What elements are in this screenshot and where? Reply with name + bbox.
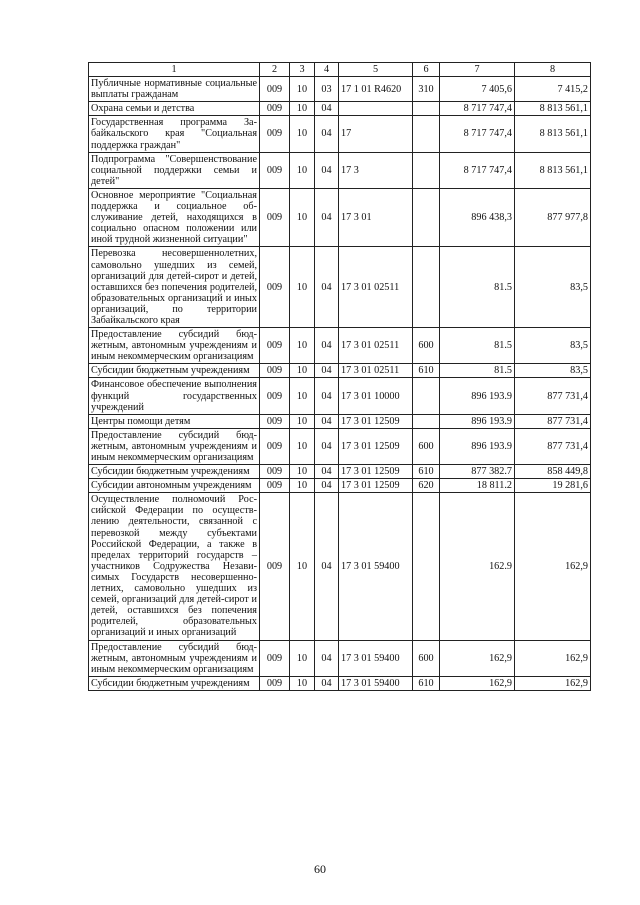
- expense-type-cell: 600: [413, 428, 440, 464]
- table-row: [89, 414, 591, 428]
- table-row: [89, 465, 591, 479]
- header-cell: 2: [260, 63, 290, 77]
- gov-code-cell: 009: [260, 188, 290, 246]
- target-article-cell: 17 3 01 12509: [339, 428, 413, 464]
- target-article-cell: 17 3 01 12509: [339, 465, 413, 479]
- gov-code-cell: 009: [260, 414, 290, 428]
- row-name-cell: Субсидии бюджетным учреждениям: [89, 465, 260, 479]
- gov-code-cell: 009: [260, 479, 290, 493]
- amount-year-2-cell: 877 731,4: [515, 428, 591, 464]
- target-article-cell: 17: [339, 116, 413, 152]
- row-name-cell: Предоставление субсидий бюджетным, автономным учреждениям и иным некоммерческим организациям: [89, 428, 260, 464]
- subsection-code-cell: 04: [315, 102, 339, 116]
- amount-year-2-cell: 8 813 561,1: [515, 152, 591, 188]
- target-article-cell: 17 1 01 R4620: [339, 77, 413, 102]
- gov-code-cell: 009: [260, 676, 290, 690]
- amount-year-2-cell: 877 731,4: [515, 378, 591, 414]
- amount-year-2-cell: 877 731,4: [515, 414, 591, 428]
- row-name-cell: Предоставление субсидий бюджетным, автономным учреждениям и иным некоммерческим организациям: [89, 328, 260, 364]
- target-article-cell: 17 3 01 10000: [339, 378, 413, 414]
- document-page: [88, 62, 590, 691]
- row-name-cell: Субсидии бюджетным учреждениям: [89, 364, 260, 378]
- row-name-cell: Охрана семьи и детства: [89, 102, 260, 116]
- header-cell: 7: [440, 63, 515, 77]
- header-cell: 6: [413, 63, 440, 77]
- expense-type-cell: 310: [413, 77, 440, 102]
- amount-year-2-cell: 8 813 561,1: [515, 102, 591, 116]
- section-code-cell: 10: [290, 247, 315, 328]
- subsection-code-cell: 04: [315, 247, 339, 328]
- row-name-cell: Субсидии бюджетным учреждениям: [89, 676, 260, 690]
- page-number: 60: [314, 862, 326, 876]
- header-row: [89, 63, 591, 77]
- gov-code-cell: 009: [260, 493, 290, 640]
- subsection-code-cell: 04: [315, 640, 339, 676]
- row-name-cell: Государственная программа Забайкальского края "Социальная поддержка граждан": [89, 116, 260, 152]
- subsection-code-cell: 04: [315, 364, 339, 378]
- section-code-cell: 10: [290, 414, 315, 428]
- expense-type-cell: [413, 102, 440, 116]
- subsection-code-cell: 04: [315, 116, 339, 152]
- amount-year-2-cell: 858 449,8: [515, 465, 591, 479]
- amount-year-1-cell: 18 811.2: [440, 479, 515, 493]
- amount-year-2-cell: 7 415,2: [515, 77, 591, 102]
- amount-year-1-cell: 896 193.9: [440, 378, 515, 414]
- header-cell: 8: [515, 63, 591, 77]
- table-row: [89, 378, 591, 414]
- expense-type-cell: [413, 247, 440, 328]
- subsection-code-cell: 03: [315, 77, 339, 102]
- amount-year-1-cell: 8 717 747,4: [440, 116, 515, 152]
- row-name-cell: Центры помощи детям: [89, 414, 260, 428]
- amount-year-1-cell: 8 717 747,4: [440, 152, 515, 188]
- gov-code-cell: 009: [260, 247, 290, 328]
- section-code-cell: 10: [290, 364, 315, 378]
- row-name-cell: Предоставление субсидий бюджетным, автономным учреждениям и иным некоммерческим организациям: [89, 640, 260, 676]
- gov-code-cell: 009: [260, 328, 290, 364]
- target-article-cell: 17 3 01 02511: [339, 328, 413, 364]
- expense-type-cell: [413, 188, 440, 246]
- amount-year-2-cell: 162,9: [515, 676, 591, 690]
- amount-year-1-cell: 877 382.7: [440, 465, 515, 479]
- expense-type-cell: 610: [413, 676, 440, 690]
- section-code-cell: 10: [290, 378, 315, 414]
- expense-type-cell: [413, 152, 440, 188]
- table-row: [89, 640, 591, 676]
- target-article-cell: 17 3: [339, 152, 413, 188]
- table-row: [89, 247, 591, 328]
- table-row: [89, 116, 591, 152]
- expense-type-cell: 610: [413, 364, 440, 378]
- table-row: [89, 479, 591, 493]
- section-code-cell: 10: [290, 102, 315, 116]
- row-name-cell: Публичные нормативные социальные выплаты гражданам: [89, 77, 260, 102]
- section-code-cell: 10: [290, 676, 315, 690]
- header-cell: 1: [89, 63, 260, 77]
- section-code-cell: 10: [290, 77, 315, 102]
- subsection-code-cell: 04: [315, 479, 339, 493]
- subsection-code-cell: 04: [315, 428, 339, 464]
- amount-year-2-cell: 83,5: [515, 364, 591, 378]
- subsection-code-cell: 04: [315, 414, 339, 428]
- table-row: [89, 364, 591, 378]
- amount-year-2-cell: 83,5: [515, 247, 591, 328]
- expense-type-cell: 600: [413, 640, 440, 676]
- budget-table: [88, 62, 591, 691]
- expense-type-cell: [413, 378, 440, 414]
- target-article-cell: [339, 102, 413, 116]
- amount-year-1-cell: 896 438,3: [440, 188, 515, 246]
- row-name-cell: Перевозка несовершеннолетних, самовольно ушедших из семей, организаций для детей-сирот и детей, оставшихся без попечения родителей, образовательных организаций и иных организаций, по территории Забайкальского края: [89, 247, 260, 328]
- gov-code-cell: 009: [260, 77, 290, 102]
- section-code-cell: 10: [290, 493, 315, 640]
- gov-code-cell: 009: [260, 102, 290, 116]
- amount-year-2-cell: 162,9: [515, 640, 591, 676]
- amount-year-1-cell: 81.5: [440, 328, 515, 364]
- header-cell: 4: [315, 63, 339, 77]
- table-row: [89, 428, 591, 464]
- table-row: [89, 77, 591, 102]
- target-article-cell: 17 3 01 59400: [339, 493, 413, 640]
- table-row: [89, 152, 591, 188]
- row-name-cell: Подпрограмма "Совершенствование социальной поддержки семьи и детей": [89, 152, 260, 188]
- section-code-cell: 10: [290, 188, 315, 246]
- section-code-cell: 10: [290, 479, 315, 493]
- table-row: [89, 328, 591, 364]
- table-row: [89, 676, 591, 690]
- amount-year-1-cell: 162,9: [440, 640, 515, 676]
- section-code-cell: 10: [290, 152, 315, 188]
- amount-year-1-cell: 896 193.9: [440, 414, 515, 428]
- gov-code-cell: 009: [260, 428, 290, 464]
- header-cell: 5: [339, 63, 413, 77]
- table-row: [89, 493, 591, 640]
- target-article-cell: 17 3 01 12509: [339, 479, 413, 493]
- amount-year-1-cell: 81.5: [440, 247, 515, 328]
- gov-code-cell: 009: [260, 465, 290, 479]
- gov-code-cell: 009: [260, 378, 290, 414]
- section-code-cell: 10: [290, 428, 315, 464]
- target-article-cell: 17 3 01 02511: [339, 364, 413, 378]
- section-code-cell: 10: [290, 328, 315, 364]
- target-article-cell: 17 3 01 59400: [339, 640, 413, 676]
- row-name-cell: Субсидии автономным учреждениям: [89, 479, 260, 493]
- gov-code-cell: 009: [260, 364, 290, 378]
- header-cell: 3: [290, 63, 315, 77]
- amount-year-2-cell: 83,5: [515, 328, 591, 364]
- amount-year-1-cell: 896 193.9: [440, 428, 515, 464]
- amount-year-2-cell: 8 813 561,1: [515, 116, 591, 152]
- section-code-cell: 10: [290, 465, 315, 479]
- gov-code-cell: 009: [260, 640, 290, 676]
- expense-type-cell: 620: [413, 479, 440, 493]
- amount-year-2-cell: 877 977,8: [515, 188, 591, 246]
- subsection-code-cell: 04: [315, 152, 339, 188]
- table-row: [89, 102, 591, 116]
- expense-type-cell: [413, 493, 440, 640]
- target-article-cell: 17 3 01: [339, 188, 413, 246]
- subsection-code-cell: 04: [315, 493, 339, 640]
- amount-year-1-cell: 7 405,6: [440, 77, 515, 102]
- amount-year-1-cell: 81.5: [440, 364, 515, 378]
- subsection-code-cell: 04: [315, 188, 339, 246]
- target-article-cell: 17 3 01 12509: [339, 414, 413, 428]
- row-name-cell: Финансовое обеспечение выполнения функций государственных учреждений: [89, 378, 260, 414]
- expense-type-cell: 610: [413, 465, 440, 479]
- section-code-cell: 10: [290, 116, 315, 152]
- subsection-code-cell: 04: [315, 465, 339, 479]
- amount-year-2-cell: 19 281,6: [515, 479, 591, 493]
- amount-year-2-cell: 162,9: [515, 493, 591, 640]
- amount-year-1-cell: 162.9: [440, 493, 515, 640]
- expense-type-cell: 600: [413, 328, 440, 364]
- subsection-code-cell: 04: [315, 328, 339, 364]
- gov-code-cell: 009: [260, 152, 290, 188]
- target-article-cell: 17 3 01 02511: [339, 247, 413, 328]
- target-article-cell: 17 3 01 59400: [339, 676, 413, 690]
- amount-year-1-cell: 8 717 747,4: [440, 102, 515, 116]
- subsection-code-cell: 04: [315, 676, 339, 690]
- table-row: [89, 188, 591, 246]
- section-code-cell: 10: [290, 640, 315, 676]
- expense-type-cell: [413, 116, 440, 152]
- row-name-cell: Осуществление полномочий Российской Федерации по осуществлению деятельности, связанной с перевозкой между субъектами Российской Федерации, а также в пределах территорий государств – участников Содружества Независимых Государств несовершеннолетних, самовольно ушедших из семей, организаций для детей-сирот и детей, оставшихся без попечения родителей, образовательных организаций и иных организаций: [89, 493, 260, 640]
- expense-type-cell: [413, 414, 440, 428]
- gov-code-cell: 009: [260, 116, 290, 152]
- amount-year-1-cell: 162,9: [440, 676, 515, 690]
- row-name-cell: Основное мероприятие "Социальная поддержка и социальное обслуживание детей, находящихся в социально опасном положении или иной трудной жизненной ситуации": [89, 188, 260, 246]
- subsection-code-cell: 04: [315, 378, 339, 414]
